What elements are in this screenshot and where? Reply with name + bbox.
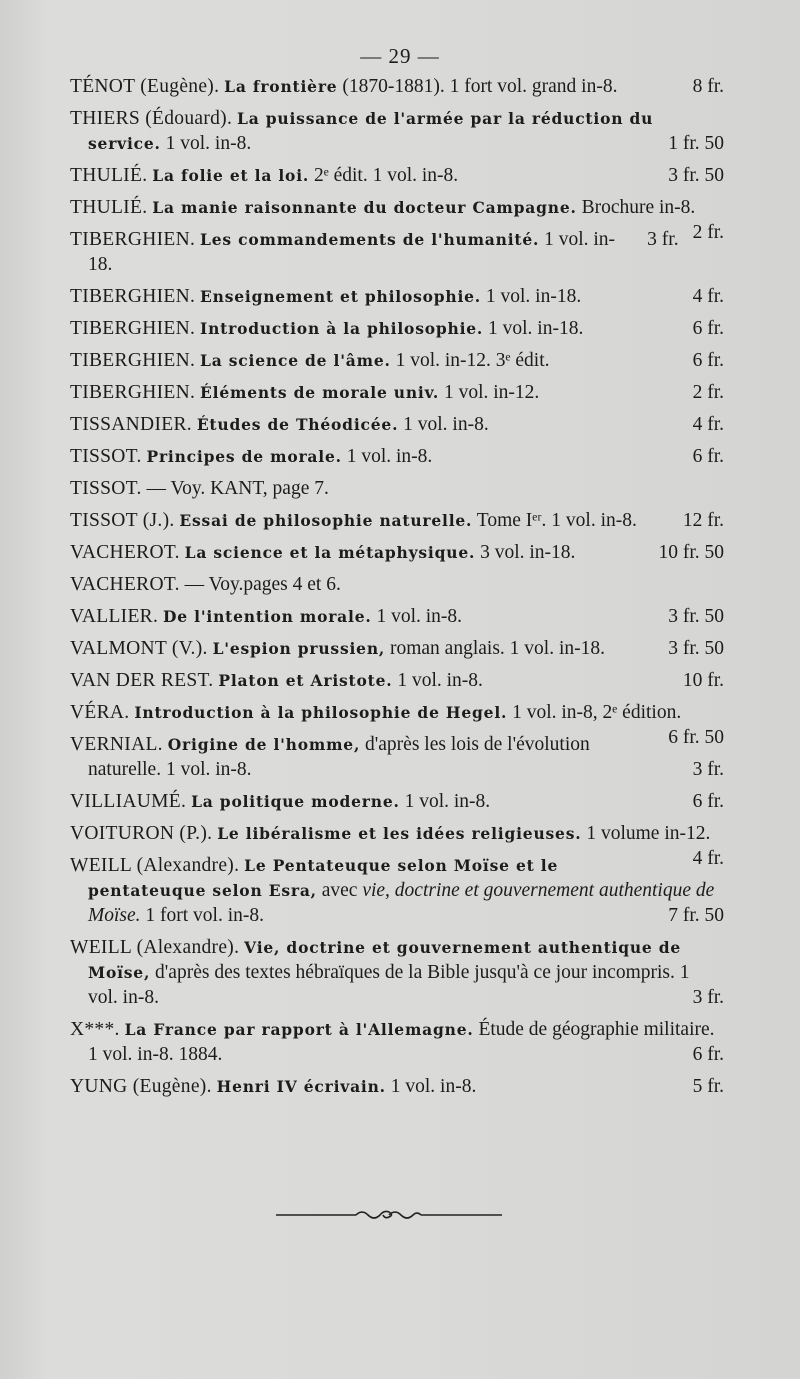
- entry-author: TISSOT (J.).: [70, 510, 175, 531]
- entry-author: VAN DER REST.: [70, 670, 214, 691]
- entry-author: VOITURON (P.).: [70, 823, 213, 844]
- catalog-entry: [70, 604, 724, 629]
- catalog-entry: [70, 316, 724, 341]
- entry-description: Étude de géographie militaire. 1 vol. in-8. 1884.: [88, 1019, 715, 1065]
- entry-description: 2ᵉ édit. 1 vol. in-8.: [313, 165, 459, 186]
- entry-italic-description: vie, doctrine et gouvernement authentique de Moïse.: [88, 880, 715, 926]
- entry-title: La manie raisonnante du docteur Campagne.: [152, 198, 577, 217]
- entry-author: TIBERGHIEN.: [70, 318, 196, 339]
- entry-title: La France par rapport à l'Allemagne.: [124, 1020, 474, 1039]
- catalog-entry: [70, 572, 724, 597]
- catalog-entry: [70, 106, 724, 156]
- entry-format: 1 fort vol. in-8.: [145, 905, 265, 926]
- entry-price: 6 fr.: [692, 791, 724, 812]
- entry-description: Brochure in-8.: [581, 197, 696, 218]
- entry-title: Essai de philosophie naturelle.: [179, 511, 473, 530]
- entry-description: — Voy. KANT, page 7.: [146, 478, 329, 499]
- entry-description: d'après des textes hébraïques de la Bible jusqu'à ce jour incompris. 1 vol. in-8.: [88, 962, 690, 1008]
- entry-author: YUNG (Eugène).: [70, 1076, 212, 1097]
- entry-title: Henri IV écrivain.: [216, 1077, 386, 1096]
- entry-description: 1 vol. in-18.: [485, 286, 582, 307]
- entry-price: 6 fr. 50: [668, 727, 724, 748]
- entry-price: 3 fr. 50: [668, 638, 724, 659]
- entry-title: Vie, doctrine et gouvernement authentique de Moïse,: [88, 938, 682, 982]
- end-ornament-icon: [276, 1206, 502, 1224]
- entry-price: 8 fr.: [692, 76, 724, 97]
- entry-author: WEILL (Alexandre).: [70, 855, 240, 876]
- entry-author: WEILL (Alexandre).: [70, 937, 240, 958]
- entry-author: TÉNOT (Eugène).: [70, 76, 220, 97]
- entry-title: Le libéralisme et les idées religieuses.: [217, 824, 582, 843]
- catalog-entry: [70, 412, 724, 437]
- entry-price: 3 fr.: [692, 759, 724, 780]
- entry-description: 1 vol. in-8, 2ᵉ édition.: [512, 702, 682, 723]
- catalog-entry: [70, 1074, 724, 1099]
- entry-title: Le Pentateuque selon Moïse et le pentateuque selon Esra,: [88, 856, 559, 900]
- entry-title: Introduction à la philosophie.: [200, 319, 484, 338]
- entry-description: 1 vol. in-18.: [488, 318, 584, 339]
- catalog-entry: [70, 540, 724, 565]
- entry-price: 5 fr.: [692, 1076, 724, 1097]
- entry-price: 6 fr.: [692, 1044, 724, 1065]
- entry-price: 4 fr.: [692, 414, 724, 435]
- entry-description: — Voy.pages 4 et 6.: [184, 574, 341, 595]
- entry-title: La puissance de l'armée par la réduction du service.: [88, 109, 654, 153]
- entry-description: 1 volume in-12.: [586, 823, 711, 844]
- catalog-entry: [70, 476, 724, 501]
- page-number: — 29 —: [360, 44, 440, 68]
- entry-price: 6 fr.: [692, 318, 724, 339]
- entry-price: 4 fr.: [692, 286, 724, 307]
- entry-author: TISSOT.: [70, 478, 142, 499]
- entry-price: 7 fr. 50: [668, 905, 724, 926]
- entry-description: 1 vol. in-8.: [390, 1076, 477, 1097]
- catalog-entries: [70, 74, 724, 1106]
- catalog-entry: [70, 853, 724, 928]
- entry-title: La politique moderne.: [191, 792, 400, 811]
- entry-description: roman anglais. 1 vol. in-18.: [389, 638, 605, 659]
- entry-author: TISSOT.: [70, 446, 142, 467]
- catalog-entry: [70, 284, 724, 309]
- catalog-entry: [70, 636, 724, 661]
- entry-price: 4 fr.: [692, 848, 724, 869]
- entry-title: Principes de morale.: [146, 447, 342, 466]
- entry-author: THIERS (Édouard).: [70, 108, 233, 129]
- entry-author: VALLIER.: [70, 606, 159, 627]
- entry-author: THULIÉ.: [70, 197, 148, 218]
- entry-description: 1 vol. in-12.: [443, 382, 540, 403]
- entry-price: 3 fr.: [647, 229, 679, 250]
- catalog-entry: [70, 74, 724, 99]
- catalog-entry: [70, 380, 724, 405]
- entry-price: 1 fr. 50: [668, 133, 724, 154]
- entry-description: (1870-1881). 1 fort vol. grand in-8.: [342, 76, 618, 97]
- entry-author: X***.: [70, 1019, 120, 1040]
- catalog-entry: [70, 163, 724, 188]
- entry-author: TIBERGHIEN.: [70, 229, 196, 250]
- entry-description: 1 vol. in-8.: [397, 670, 483, 691]
- catalog-entry: [70, 508, 724, 533]
- entry-title: Origine de l'homme,: [167, 735, 361, 754]
- catalog-entry: [70, 732, 724, 782]
- entry-author: VILLIAUMÉ.: [70, 791, 187, 812]
- entry-price: 12 fr.: [682, 510, 724, 531]
- entry-author: VERNIAL.: [70, 734, 163, 755]
- entry-price: 10 fr.: [682, 670, 724, 691]
- entry-price: 2 fr.: [692, 222, 724, 243]
- entry-price: 2 fr.: [692, 382, 724, 403]
- entry-description: 1 vol. in-8.: [404, 791, 491, 812]
- entry-author: TIBERGHIEN.: [70, 382, 196, 403]
- entry-description: avec: [321, 880, 358, 901]
- entry-title: Enseignement et philosophie.: [200, 287, 482, 306]
- entry-price: 3 fr. 50: [668, 165, 724, 186]
- entry-author: TISSANDIER.: [70, 414, 192, 435]
- entry-title: La frontière: [224, 77, 338, 96]
- entry-author: VACHEROT.: [70, 542, 180, 563]
- entry-price: 6 fr.: [692, 350, 724, 371]
- entry-price: 10 fr. 50: [658, 542, 724, 563]
- entry-description: 1 vol. in-8.: [403, 414, 489, 435]
- entry-author: TIBERGHIEN.: [70, 350, 196, 371]
- catalog-entry: [70, 935, 724, 1010]
- entry-title: Études de Théodicée.: [196, 415, 399, 434]
- entry-author: VÉRA.: [70, 702, 130, 723]
- entry-description: 1 vol. in-8.: [346, 446, 433, 467]
- entry-description: 1 vol. in-8.: [165, 133, 252, 154]
- entry-author: THULIÉ.: [70, 165, 148, 186]
- entry-price: 6 fr.: [692, 446, 724, 467]
- entry-price: 3 fr.: [692, 987, 724, 1008]
- entry-description: Tome Iᵉʳ. 1 vol. in-8.: [476, 510, 637, 531]
- entry-title: Les commandements de l'humanité.: [200, 230, 540, 249]
- entry-title: De l'intention morale.: [163, 607, 372, 626]
- entry-title: La science de l'âme.: [200, 351, 391, 370]
- entry-price: 3 fr. 50: [668, 606, 724, 627]
- entry-title: Platon et Aristote.: [218, 671, 393, 690]
- entry-description: 3 vol. in-18.: [480, 542, 576, 563]
- entry-title: Éléments de morale univ.: [200, 383, 440, 402]
- entry-description: 1 vol. in-8.: [376, 606, 463, 627]
- entry-description: d'après les lois de l'évolution naturelle. 1 vol. in-8.: [88, 734, 590, 780]
- catalog-entry: [70, 348, 724, 373]
- entry-author: VACHEROT.: [70, 574, 180, 595]
- catalog-entry: [70, 789, 724, 814]
- catalog-entry: [70, 444, 724, 469]
- catalog-entry: [70, 668, 724, 693]
- entry-author: TIBERGHIEN.: [70, 286, 196, 307]
- entry-title: La science et la métaphysique.: [184, 543, 476, 562]
- catalog-entry: [70, 227, 724, 277]
- entry-title: Introduction à la philosophie de Hegel.: [134, 703, 508, 722]
- entry-title: L'espion prussien,: [212, 639, 386, 658]
- entry-author: VALMONT (V.).: [70, 638, 208, 659]
- entry-description: 1 vol. in-18.: [88, 229, 616, 275]
- entry-title: La folie et la loi.: [152, 166, 310, 185]
- entry-description: 1 vol. in-12. 3ᵉ édit.: [395, 350, 550, 371]
- catalog-entry: [70, 1017, 724, 1067]
